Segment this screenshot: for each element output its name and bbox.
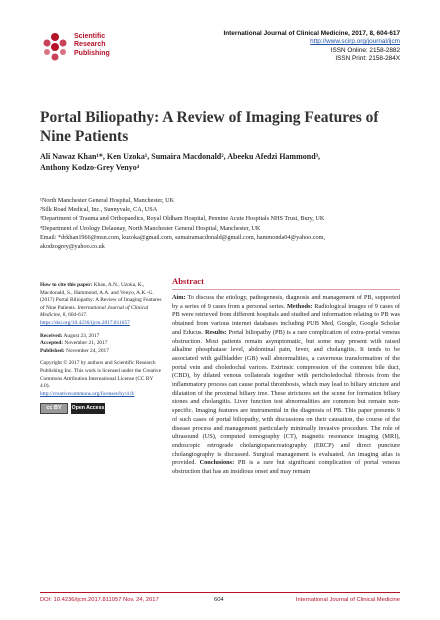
issn-print: ISSN Print: 2158-284X: [335, 55, 400, 63]
published-date: November 24, 2017: [65, 347, 109, 354]
logo-line: Research: [74, 41, 106, 49]
cite-journal: International Journal of Clinical Medicine,: [40, 304, 149, 319]
published-label: Published:: [40, 347, 65, 354]
logo-line: Publishing: [74, 49, 110, 57]
abstract-section: [172, 276, 400, 477]
journal-info: [223, 30, 400, 64]
conclusions-label: Conclusions:: [195, 459, 235, 467]
email-line: Email: *drkhan1966@msn.com, kuzoka@gmail.com, sumairamacdonald@gmail.com, hammonda04@yahoo.com,: [40, 233, 326, 241]
aim-text: To discuss the etiology, pathogenesis, diagnosis and management of PB, supported by a series of 9 cases from a personal series.: [172, 294, 400, 310]
citation-block: [40, 282, 162, 328]
footer-journal: International Journal of Clinical Medicine: [295, 597, 400, 603]
abstract-heading: Abstract: [172, 276, 400, 290]
cite-volume: 8, 604-617.: [62, 312, 88, 319]
publisher-logo[interactable]: [40, 30, 160, 66]
copyright-block: [40, 360, 162, 398]
aim-label: Aim:: [172, 294, 186, 301]
affiliation: ¹North Manchester General Hospital, Manchester, UK: [40, 197, 175, 204]
conclusions-text: PB is a rare but significant complication of portal venous obstruction that has an insidious onset and may remain: [172, 459, 400, 476]
results-text: Portal biliopathy (PB) is a rare complication of extra-portal venous obstruction. Most patients remain asymptomatic, but some may present with raised alkaline phosphatase level, abdominal pain, fever, and cholangitis. It tends to be associated with gallbladder (GB) wall abnormalities, a cavernous transformation of the portal vein and choledochal varices. Extrinsic compression of the common bile duct, (CBD), by dilated venous collaterals together with pericholedochal fibrosis from the inflammatory process can cause portal thrombosis, which may lead to biliary stricture and dilatation of the proximal biliary tree. These strictures set the scene for formation biliary stones and cholangitis. Liver function test abnormalities are common but remain non-specific. Imaging features are instrumental in the diagnosis of PB. This paper presents 9 of such cases of portal biliopathy, with discussions on their causation, the course of the disease process and management particularly minimally invasive procedure. The role of ultrasound (US), computed tomography (CT), magnetic resonance imaging (MRI), endoscopic retrograde cholangiopancreatography (ERCP) and direct puncture cholangiography is discussed. Surgical management is evaluated. An imaging atlas is provided.: [172, 328, 401, 467]
received-date: August 23, 2017: [63, 332, 100, 339]
affiliation: ⁴Department of Urology Delaunay, North Manchester General Hospital, Manchester, UK: [40, 224, 261, 232]
footer-doi[interactable]: DOI: 10.4236/ijcm.2017.811057 Nov. 24, 2017: [40, 597, 159, 603]
logo-line: Scientific: [74, 33, 106, 40]
author-list: [40, 152, 400, 173]
results-label: Results:: [203, 328, 227, 336]
dates-block: [40, 333, 162, 356]
abstract-body: [172, 294, 400, 477]
doi-link[interactable]: https://doi.org/10.4236/ijcm.2017.811057: [40, 319, 130, 326]
methods-label: Methods:: [285, 302, 313, 310]
received-label: Received:: [40, 332, 63, 339]
affiliations: [40, 196, 400, 251]
author-line: Ali Nawaz Khan¹*, Ken Uzoka¹, Sumaira Macdonald², Abeeku Afedzi Hammond³,: [40, 152, 321, 161]
license-link[interactable]: http://creativecommons.org/licenses/by/4.0/: [40, 390, 135, 397]
cc-by-badge[interactable]: cc BY: [40, 403, 68, 414]
methods-text: Radiological images of 9 cases of PB were retrieved from different hospitals and studied and information relating to PB was obtained from various internet databases including PUB Med, Google, Google Scholar and Educus.: [172, 302, 400, 336]
license-badges: [40, 403, 162, 414]
email-line: akodzogrey@yahoo.co.uk: [40, 243, 105, 251]
page-footer: [40, 592, 400, 606]
logo-text: [74, 33, 110, 58]
page-header: [40, 30, 400, 70]
journal-url-link[interactable]: http://www.scirp.org/journal/ijcm: [310, 38, 400, 46]
accepted-date: November 21, 2017: [64, 340, 108, 347]
article-sidebar: [40, 282, 162, 414]
author-line: Anthony Kodzo-Grey Venyo⁴: [40, 162, 140, 172]
accepted-label: Accepted:: [40, 340, 64, 347]
issn-online: ISSN Online: 2158-2882: [330, 46, 400, 54]
affiliation: ²Silk Road Medical, Inc., Sunnyvale, CA, USA: [40, 206, 158, 214]
copyright-text: Copyright © 2017 by authors and Scientific Research Publishing Inc. This work is licensed under the Creative Commons Attribution International License (CC BY 4.0).: [40, 360, 162, 390]
article-title: Portal Biliopathy: A Review of Imaging Features of Nine Patients: [40, 109, 379, 145]
open-access-badge[interactable]: Open Access: [71, 403, 105, 414]
page-number: 604: [214, 597, 224, 603]
cite-label: How to cite this paper:: [40, 282, 93, 288]
scirp-logo-icon: [40, 32, 70, 62]
cite-text: Khan, A.N., Uzoka, K., Macdonald, S., Hammond, A.A. and Venyo, A.K.-G. (2017) Portal Biliopathy: A Review of Imaging Features of Nine Patients.: [40, 282, 162, 311]
journal-citation: International Journal of Clinical Medicine, 2017, 8, 604-617: [223, 30, 400, 37]
affiliation: ³Department of Trauma and Orthopaedics, Royal Oldham Hospital, Pennine Acute Hospitals NHS Trust, Bury, UK: [40, 215, 325, 223]
